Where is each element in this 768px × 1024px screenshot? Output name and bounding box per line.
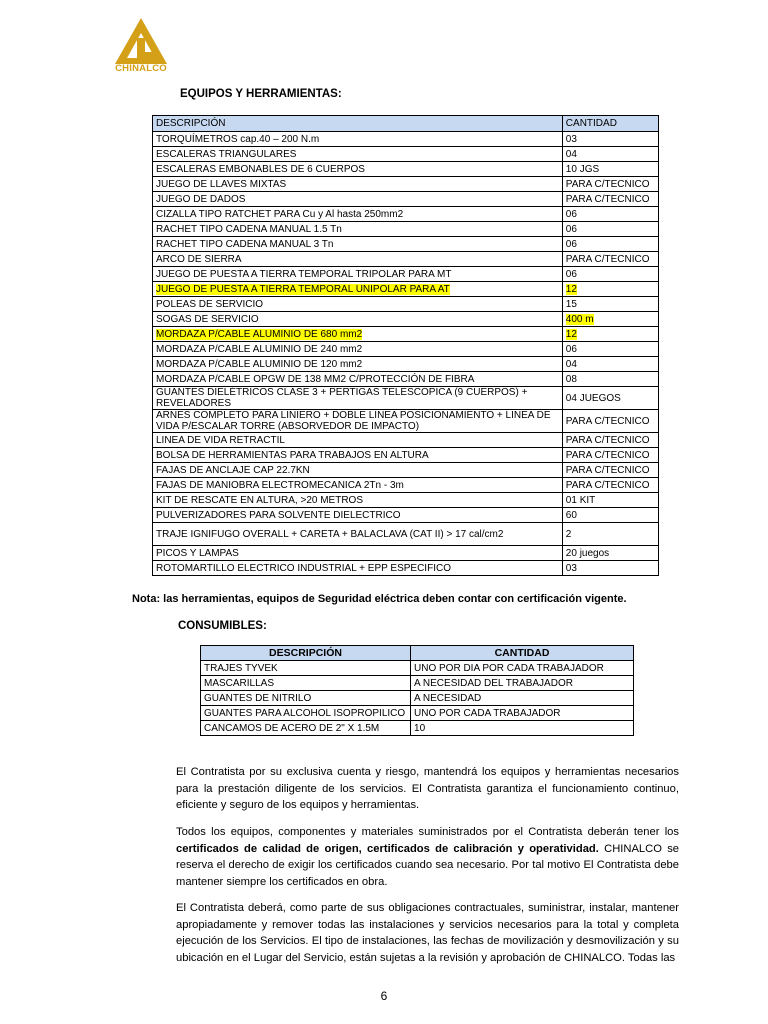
equipment-quantity-cell: PARA C/TECNICO [562,177,658,192]
consumables-heading: CONSUMIBLES: [178,620,267,632]
table-row [153,508,659,523]
table-row [201,661,634,676]
equipment-description-cell: MORDAZA P/CABLE OPGW DE 138 MM2 C/PROTECCIÓN DE FIBRA [153,372,563,387]
equipment-quantity-cell: 04 [562,147,658,162]
consumables-table-header [201,646,634,661]
table-row [153,237,659,252]
consumable-description-cell: GUANTES DE NITRILO [201,691,411,706]
equipment-heading: EQUIPOS Y HERRAMIENTAS: [180,88,342,100]
equipment-quantity-cell: 15 [562,297,658,312]
equipment-quantity-cell: 06 [562,342,658,357]
equipment-description-cell: JUEGO DE LLAVES MIXTAS [153,177,563,192]
equipment-quantity-cell: 03 [562,132,658,147]
consumable-description-cell: GUANTES PARA ALCOHOL ISOPROPILICO [201,706,411,721]
consumable-quantity-cell: A NECESIDAD [411,691,634,706]
table-row [153,410,659,433]
equipment-quantity-cell: PARA C/TECNICO [562,463,658,478]
table-row [153,192,659,207]
logo-wordmark: CHINALCO [115,63,167,74]
table-row [153,252,659,267]
equipment-table-header [153,116,659,132]
equipment-quantity-cell [562,282,658,297]
equipment-header-quantity: CANTIDAD [562,116,658,132]
equipment-quantity-cell: 01 KIT [562,493,658,508]
equipment-quantity-cell [562,327,658,342]
table-row [153,561,659,576]
equipment-quantity-cell: 06 [562,267,658,282]
equipment-description-cell: TORQUÍMETROS cap.40 – 200 N.m [153,132,563,147]
table-row [153,433,659,448]
paragraph-certificates [176,824,679,890]
consumables-header-description: DESCRIPCIÓN [201,646,411,661]
consumable-quantity-cell: A NECESIDAD DEL TRABAJADOR [411,676,634,691]
equipment-description-cell: RACHET TIPO CADENA MANUAL 3 Tn [153,237,563,252]
table-row [153,312,659,327]
paragraph-installations: El Contratista deberá, como parte de sus obligaciones contractuales, suministrar, instalar, mantener apropiadamente y remover todas las instalaciones y servicios necesarios para la total y completa ejecución de los Servicios. El tipo de instalaciones, las fechas de movilización y desmovilización y su ubicación en el Lugar del Servicio, están sujetas a la revisión y aprobación de CHINALCO. Todas las [176,902,679,964]
equipment-header-description: DESCRIPCIÓN [153,116,563,132]
equipment-description-cell: KIT DE RESCATE EN ALTURA, >20 METROS [153,493,563,508]
equipment-description-cell: ROTOMARTILLO ELECTRICO INDUSTRIAL + EPP ESPECIFICO [153,561,563,576]
table-row [201,721,634,736]
table-row [153,523,659,546]
consumable-description-cell: MASCARILLAS [201,676,411,691]
equipment-description-cell: ARNES COMPLETO PARA LINIERO + DOBLE LINEA POSICIONAMIENTO + LINEA DE VIDA P/ESCALAR TORRE (ABSORVEDOR DE IMPACTO) [153,410,563,433]
table-row [153,267,659,282]
equipment-description-cell: ARCO DE SIERRA [153,252,563,267]
equipment-description-cell: JUEGO DE PUESTA A TIERRA TEMPORAL TRIPOLAR PARA MT [153,267,563,282]
table-row [153,357,659,372]
equipment-description-cell: MORDAZA P/CABLE ALUMINIO DE 240 mm2 [153,342,563,357]
equipment-quantity-cell: 2 [562,523,658,546]
table-row [153,207,659,222]
consumable-quantity-cell: UNO POR CADA TRABAJADOR [411,706,634,721]
equipment-description-cell: BOLSA DE HERRAMIENTAS PARA TRABAJOS EN ALTURA [153,448,563,463]
equipment-description-cell: TRAJE IGNIFUGO OVERALL + CARETA + BALACLAVA (CAT II) > 17 cal/cm2 [153,523,563,546]
equipment-description-cell: RACHET TIPO CADENA MANUAL 1.5 Tn [153,222,563,237]
table-row [153,147,659,162]
table-row [153,222,659,237]
table-row [153,463,659,478]
equipment-description-cell: JUEGO DE DADOS [153,192,563,207]
equipment-quantity-cell: 06 [562,207,658,222]
table-row [153,342,659,357]
equipment-quantity-cell: PARA C/TECNICO [562,448,658,463]
equipment-quantity-cell: PARA C/TECNICO [562,433,658,448]
equipment-quantity-cell: PARA C/TECNICO [562,252,658,267]
equipment-quantity-cell: 06 [562,222,658,237]
table-row [153,282,659,297]
equipment-quantity-cell: 08 [562,372,658,387]
equipment-quantity-cell: 04 JUEGOS [562,387,658,410]
equipment-table [152,115,659,576]
table-row [153,546,659,561]
equipment-quantity-cell: PARA C/TECNICO [562,410,658,433]
equipment-description-cell: FAJAS DE MANIOBRA ELECTROMECANICA 2Tn - 3m [153,478,563,493]
consumable-description-cell: CANCAMOS DE ACERO DE 2" X 1.5M [201,721,411,736]
paragraph-certificates-bold: certificados de calidad de origen, certificados de calibración y operatividad. [176,842,599,855]
table-row [153,493,659,508]
table-row [153,478,659,493]
highlighted-text: 12 [565,328,577,340]
table-row [201,676,634,691]
highlighted-text: 12 [565,283,577,295]
equipment-quantity-cell [562,312,658,327]
equipment-quantity-cell: 20 juegos [562,546,658,561]
equipment-quantity-cell: PARA C/TECNICO [562,192,658,207]
table-row [153,387,659,410]
equipment-quantity-cell: 03 [562,561,658,576]
equipment-quantity-cell: 10 JGS [562,162,658,177]
consumable-quantity-cell: UNO POR DIA POR CADA TRABAJADOR [411,661,634,676]
equipment-description-cell: ESCALERAS TRIANGULARES [153,147,563,162]
paragraph-certificates-end: CHINALCO se reserva el derecho de exigir los certificados cuando sea necesario. Por tal motivo El Contratista debe mantener siempre los certificados en obra. [176,842,680,888]
table-row [153,132,659,147]
consumables-table [200,645,634,736]
table-row [153,162,659,177]
consumable-description-cell: TRAJES TYVEK [201,661,411,676]
highlighted-text: 400 m [565,313,594,325]
equipment-quantity-cell: 60 [562,508,658,523]
equipment-description-cell: SOGAS DE SERVICIO [153,312,563,327]
equipment-description-cell: LINEA DE VIDA RETRACTIL [153,433,563,448]
paragraph-certificates-start: Todos los equipos, componentes y materiales suministrados por el Contratista deberán tener los [176,826,679,838]
equipment-quantity-cell: 06 [562,237,658,252]
consumable-quantity-cell: 10 [411,721,634,736]
table-row [201,706,634,721]
equipment-description-cell: PICOS Y LAMPAS [153,546,563,561]
table-row [153,327,659,342]
table-row [153,177,659,192]
highlighted-text: JUEGO DE PUESTA A TIERRA TEMPORAL UNIPOLAR PARA AT [156,283,450,295]
paragraph-maintenance: El Contratista por su exclusiva cuenta y riesgo, mantendrá los equipos y herramientas necesarios para la prestación diligente de los servicios. El Contratista garantiza el funcionamiento continuo, eficiente y seguro de los equipos y herramientas. [176,766,679,812]
consumables-header-quantity: CANTIDAD [411,646,634,661]
highlighted-text: MORDAZA P/CABLE ALUMINIO DE 680 mm2 [156,328,363,340]
table-row [153,372,659,387]
equipment-description-cell: ESCALERAS EMBONABLES DE 6 CUERPOS [153,162,563,177]
certification-note: Nota: las herramientas, equipos de Seguridad eléctrica deben contar con certificación vigente. [132,593,627,605]
equipment-description-cell [153,282,563,297]
equipment-quantity-cell: 04 [562,357,658,372]
equipment-description-cell: MORDAZA P/CABLE ALUMINIO DE 120 mm2 [153,357,563,372]
equipment-description-cell: FAJAS DE ANCLAJE CAP 22.7KN [153,463,563,478]
equipment-description-cell: PULVERIZADORES PARA SOLVENTE DIELECTRICO [153,508,563,523]
table-row [153,448,659,463]
equipment-quantity-cell: PARA C/TECNICO [562,478,658,493]
equipment-description-cell: GUANTES DIELÉTRICOS CLASE 3 + PERTIGAS TELESCOPICA (9 CUERPOS) + REVELADORES [153,387,563,410]
equipment-description-cell: CIZALLA TIPO RATCHET PARA Cu y Al hasta 250mm2 [153,207,563,222]
equipment-description-cell: POLEAS DE SERVICIO [153,297,563,312]
page-number: 6 [380,989,388,1003]
equipment-description-cell [153,327,563,342]
table-row [201,691,634,706]
table-row [153,297,659,312]
